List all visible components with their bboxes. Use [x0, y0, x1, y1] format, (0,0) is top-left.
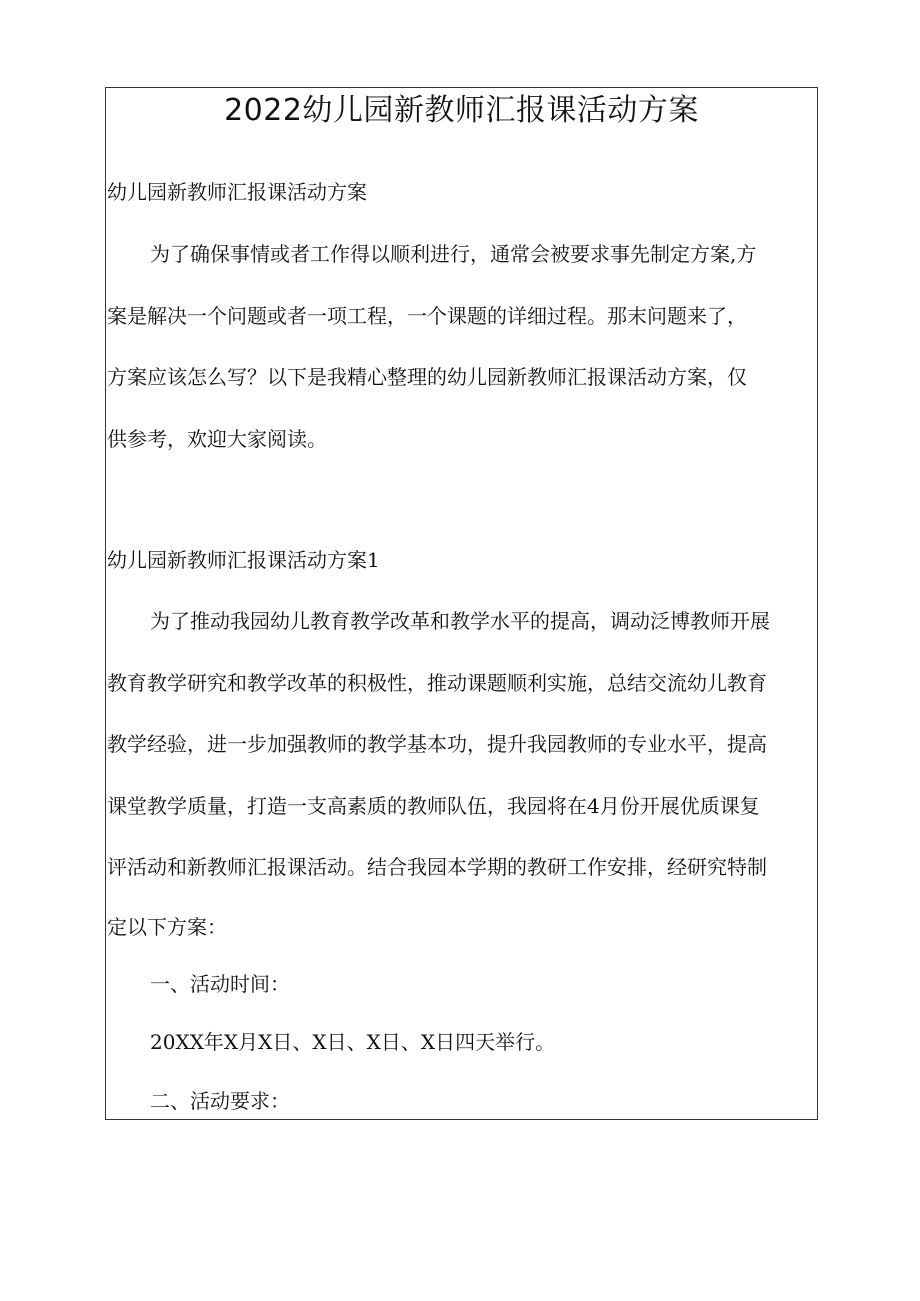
item-2-heading: 二、活动要求： [150, 1089, 290, 1113]
section-1-line-3: 教学经验，进一步加强教师的教学基本功，提升我园教师的专业水平，提高 [107, 732, 767, 756]
intro-line-3: 方案应该怎么写？以下是我精心整理的幼儿园新教师汇报课活动方案，仅 [107, 365, 747, 389]
intro-line-4: 供参考，欢迎大家阅读。 [107, 427, 327, 451]
section-1-line-1: 为了推动我园幼儿教育教学改革和教学水平的提高，调动泛博教师开展 [150, 609, 770, 633]
item-1-heading: 一、活动时间： [150, 972, 290, 996]
section-1-line-2: 教育教学研究和教学改革的积极性，推动课题顺利实施，总结交流幼儿教育 [107, 671, 767, 695]
intro-line-1: 为了确保事情或者工作得以顺利进行，通常会被要求事先制定方案,方 [150, 242, 757, 266]
section-1-line-5: 评活动和新教师汇报课活动。结合我园本学期的教研工作安排，经研究特制 [107, 855, 767, 879]
section-1-line-6: 定以下方案： [107, 915, 227, 939]
document-title: 2022幼儿园新教师汇报课活动方案 [224, 93, 699, 128]
section-1-heading: 幼儿园新教师汇报课活动方案1 [107, 548, 380, 572]
intro-line-2: 案是解决一个问题或者一项工程，一个课题的详细过程。那末问题来了， [107, 304, 747, 328]
document-subtitle: 幼儿园新教师汇报课活动方案 [107, 180, 367, 204]
item-1-text: 20XX年X月X日、X日、X日、X日四天举行。 [150, 1030, 556, 1054]
section-1-line-4: 课堂教学质量，打造一支高素质的教师队伍，我园将在4月份开展优质课复 [107, 794, 760, 818]
